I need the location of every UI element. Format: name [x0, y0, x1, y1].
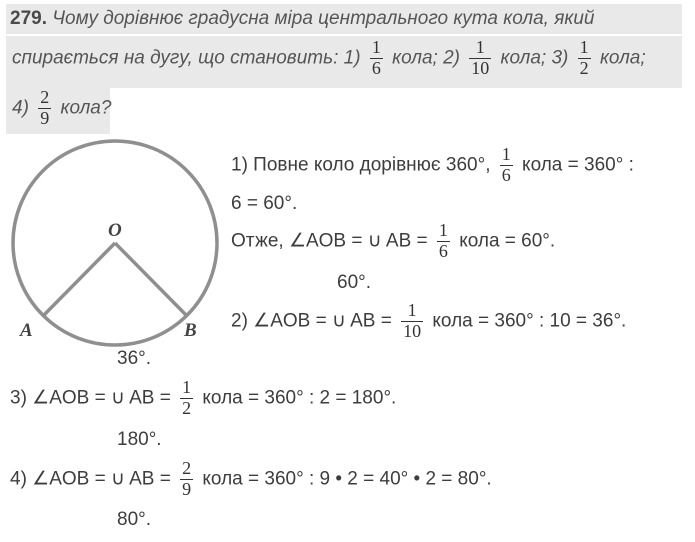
problem-text-3b: кола?: [60, 97, 112, 119]
solution-text: кола = 360° :: [522, 154, 634, 176]
fraction-1-6: [370, 38, 383, 79]
fraction-numerator: 1: [401, 301, 423, 322]
fraction-denominator: 6: [501, 164, 511, 185]
radius-oa: [43, 243, 115, 316]
fraction-numerator: 1: [469, 38, 491, 59]
solution-line-3: [10, 378, 396, 419]
fraction-1-10: [469, 38, 491, 79]
solution-answer-1: 60°.: [337, 272, 372, 293]
fraction-denominator: 2: [579, 57, 589, 78]
label-a: A: [20, 320, 33, 341]
radius-ob: [115, 243, 187, 316]
problem-text-2b: кола; 2): [392, 47, 460, 69]
fraction-2-9: [38, 88, 51, 129]
solution-text: 4) ∠AOB = ∪ AB =: [10, 468, 171, 490]
solution-text: кола = 360° : 2 = 180°.: [202, 387, 397, 409]
problem-text-2a: спирається на дугу, що становить: 1): [12, 47, 361, 69]
problem-number: 279.: [10, 8, 47, 29]
fraction-1-6: [437, 221, 450, 262]
solution-text: кола = 360° : 10 = 36°.: [432, 310, 627, 332]
fraction-denominator: 10: [403, 320, 422, 341]
solution-text: кола = 60°.: [459, 230, 556, 252]
fraction-denominator: 10: [471, 57, 490, 78]
label-o: O: [108, 220, 122, 241]
fraction-1-2: [180, 378, 193, 419]
solution-line-1c: [231, 221, 555, 262]
circle-figure: [0, 130, 240, 370]
problem-text-2c: кола; 3): [500, 47, 569, 69]
solution-line-4: [10, 459, 492, 500]
fraction-numerator: 1: [371, 37, 381, 57]
solution-text: 1) Повне коло дорівнює 360°,: [231, 154, 491, 176]
fraction-denominator: 6: [438, 240, 448, 261]
problem-text-3a: 4): [12, 97, 29, 119]
solution-text: Отже, ∠AOB = ∪ AB =: [231, 230, 428, 252]
figure-caption: 36°.: [117, 348, 152, 369]
problem-line-3: [12, 88, 111, 129]
fraction-numerator: 1: [579, 37, 589, 57]
fraction-denominator: 9: [40, 107, 50, 128]
solution-line-1: [231, 145, 634, 186]
fraction-numerator: 2: [40, 87, 50, 107]
fraction-denominator: 6: [371, 57, 381, 78]
problem-line-1: [10, 9, 594, 28]
solution-text: 2) ∠AOB = ∪ AB =: [231, 310, 392, 332]
fraction-numerator: 1: [438, 220, 448, 240]
solution-text: 3) ∠AOB = ∪ AB =: [10, 387, 171, 409]
problem-line-2: [12, 38, 646, 79]
fraction-numerator: 1: [182, 377, 192, 397]
fraction-denominator: 2: [182, 397, 192, 418]
solution-line-1b: 6 = 60°.: [231, 193, 298, 214]
fraction-2-9: [180, 459, 193, 500]
fraction-1-10: [401, 301, 423, 342]
label-b: B: [184, 320, 197, 341]
fraction-numerator: 1: [501, 144, 511, 164]
solution-answer-4: 80°.: [117, 509, 152, 530]
solution-answer-3: 180°.: [117, 429, 162, 450]
problem-text-1: Чому дорівнює градусна міра центрального кута кола, який: [52, 8, 595, 29]
fraction-numerator: 2: [182, 458, 192, 478]
solution-text: кола = 360° : 9 • 2 = 40° • 2 = 80°.: [202, 468, 492, 490]
fraction-1-6: [500, 145, 513, 186]
solution-line-2: [231, 301, 626, 342]
fraction-denominator: 9: [182, 478, 192, 499]
fraction-1-2: [578, 38, 591, 79]
problem-text-2d: кола;: [599, 47, 646, 69]
